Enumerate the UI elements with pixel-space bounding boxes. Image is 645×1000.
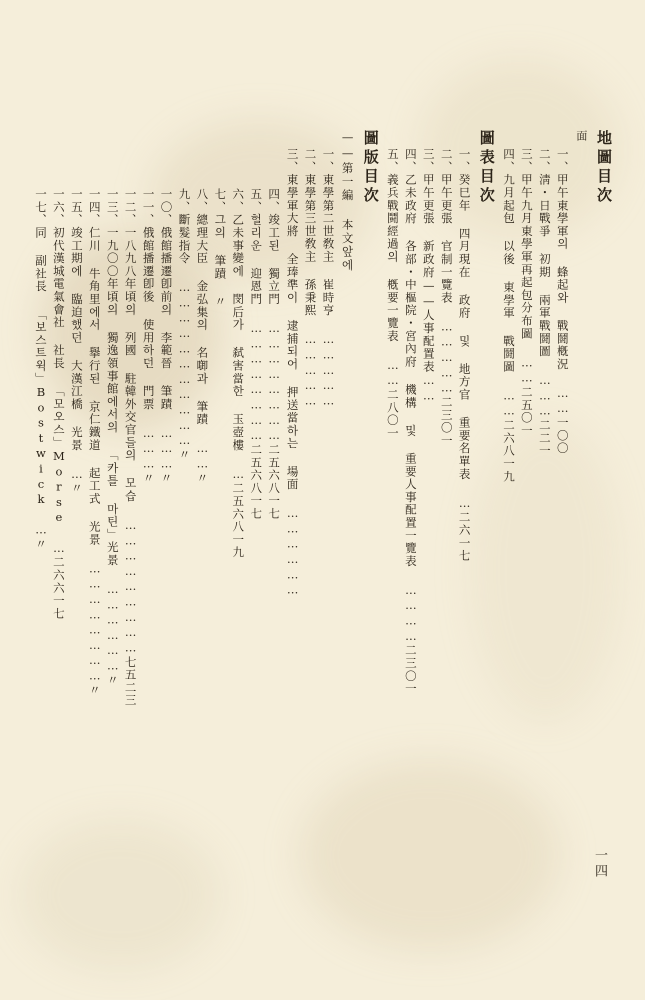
toc-entry-text: 東學軍大將 全琫準이 逮捕되어 押送當하는 場面 ……………… xyxy=(285,173,300,598)
toc-entry-text: 竣工期에 臨迫했던 大漢江橋 光景 … xyxy=(69,226,84,483)
toc-entry-num: 一、 xyxy=(321,148,336,174)
toc-entry xyxy=(159,130,174,485)
column-header-page: 面 xyxy=(574,130,588,142)
toc-entry-num: 一二、 xyxy=(123,188,138,227)
toc-entry-page: 〃 xyxy=(195,471,210,485)
toc-entry-num: 五、 xyxy=(249,188,264,214)
page-folio-number: 一四 xyxy=(592,848,607,880)
toc-entry-text: 總理大臣 金弘集의 名啣과 筆蹟 …… xyxy=(195,213,210,472)
toc-entry xyxy=(457,130,472,562)
toc-entry-text: 東學第二世敎主 崔時亨 …………… xyxy=(321,173,336,409)
toc-entry xyxy=(248,130,263,520)
toc-entry-text: 仁川 牛角里에서 擧行된 京仁鐵道 起工式 光景 …………………… xyxy=(87,226,102,684)
toc-entry-num: 一五、 xyxy=(69,188,84,227)
toc-entry xyxy=(105,130,120,687)
toc-entry xyxy=(321,130,336,409)
toc-entry-text: 甲午更張 新政府——人事配置表…… xyxy=(421,173,436,404)
toc-entry xyxy=(177,130,192,461)
toc-entry-text: 一九〇〇年頃의 獨逸領事館에서의 「카틀 마틴」光景 ……………… xyxy=(105,226,120,674)
toc-entry-num: 七、 xyxy=(213,188,228,214)
toc-entry xyxy=(51,130,66,620)
toc-entry xyxy=(87,130,102,697)
toc-entry-page: 〃 xyxy=(87,683,102,697)
toc-entry-page: 〃 xyxy=(159,471,174,485)
toc-entry-text: 俄館播遷卽後 使用하던 門票 ……… xyxy=(141,226,156,472)
toc-entry-text: 乙未事變에 閔后가 弑害當한 玉壺樓 … xyxy=(231,213,246,483)
toc-entry-num: 一六、 xyxy=(51,188,66,227)
toc-entry-num: 三、 xyxy=(421,148,436,174)
toc-entry xyxy=(385,130,400,440)
toc-entry xyxy=(266,130,281,520)
toc-entry xyxy=(69,130,84,495)
toc-entry xyxy=(421,130,436,404)
toc-entry-page: 〃 xyxy=(177,448,192,462)
toc-entry-text: 東學第三世敎主 孫秉熙 …………… xyxy=(303,173,318,409)
toc-entry-num: 一七、 xyxy=(33,188,48,227)
toc-entry-text: 淸・日戰爭 初期 兩軍戰鬪圖 ……… xyxy=(537,173,552,420)
toc-entry-text: 斷髮指令 …………………………… xyxy=(177,213,192,449)
toc-entry-page: 二五六八一七 xyxy=(249,443,264,521)
toc-entry-text: 癸巳年 四月現在 政府 및 地方官 重要名單表 … xyxy=(457,173,472,512)
toc-entry-num: 一一、 xyxy=(141,188,156,227)
toc-entry xyxy=(33,130,48,551)
toc-entry-page: 二三〇一 xyxy=(403,644,418,696)
toc-entry-page: 二五六八一九 xyxy=(231,482,246,559)
toc-entry xyxy=(555,130,570,455)
toc-entry-num: 一、 xyxy=(555,148,570,174)
toc-entry-num: 三、 xyxy=(285,148,300,174)
toc-entry-text: 一八九八年頃의 列國 駐韓外交官들의 모습 ……………………… xyxy=(123,226,138,656)
section-heading-table-index: 圖表目次 xyxy=(477,130,496,206)
toc-entry xyxy=(194,130,209,485)
toc-entry-text: 乙未政府 各部・中樞院・宮內府 機構 및 重要人事配置一覽表 ………… xyxy=(403,173,418,645)
toc-entry-text: 甲午東學軍의 蜂起와 戰鬪槪況 …… xyxy=(555,173,570,417)
toc-entry-num: 三、 xyxy=(519,148,534,174)
toc-entry-text: 甲午更張 官制一覽表 …………… xyxy=(439,173,454,396)
toc-entry-page: 〃 xyxy=(33,538,48,551)
toc-entry xyxy=(403,130,418,695)
toc-entry-page: 二五六八一七 xyxy=(267,443,282,521)
toc-entry-num: 二、 xyxy=(537,148,552,174)
toc-entry-num: 一四、 xyxy=(87,188,102,227)
plate-index-subheading: ——第一編 本文앞에 xyxy=(340,130,355,273)
toc-entry-text: 九月起包 以後 東學軍 戰鬪圖 …… xyxy=(501,173,516,420)
toc-entry-num: 八、 xyxy=(195,188,210,214)
toc-entry-page: 二二一 xyxy=(537,419,552,458)
toc-entry xyxy=(141,130,156,485)
section-heading-map-index: 地圖目次 xyxy=(595,130,613,206)
toc-entry xyxy=(537,130,552,457)
toc-entry-page: 二六六一七 xyxy=(51,556,66,621)
toc-entry-num: 四、 xyxy=(403,148,418,174)
toc-entry-page: 七五二三 xyxy=(123,655,138,707)
toc-entry-text: 義兵戰鬪經過의 槪要一覽表 …… xyxy=(385,173,400,389)
toc-entry-page: 一〇〇 xyxy=(555,416,570,455)
section-heading-plate-index: 圖版目次 xyxy=(361,130,380,206)
toc-entry xyxy=(230,130,245,559)
toc-entry-page: 二六一七 xyxy=(457,511,472,563)
toc-entry xyxy=(439,130,454,447)
toc-entry xyxy=(519,130,534,437)
toc-entry-num: 四、 xyxy=(501,148,516,174)
toc-entry-text: 俄館播遷卽前의 李範晉 筆蹟 ……… xyxy=(159,226,174,472)
toc-entry-page: 二五〇一 xyxy=(519,385,534,438)
toc-entry-num: 六、 xyxy=(231,188,246,214)
toc-entry xyxy=(212,130,227,308)
toc-entry-text: 同 副社長 「보스트윅」Bostwick … xyxy=(33,226,48,539)
toc-entry-num: 一〇、 xyxy=(159,188,174,227)
toc-entry-num: 一三、 xyxy=(105,188,120,227)
toc-entry-text: 헐리운 迎恩門 …………………… xyxy=(249,213,264,444)
toc-entry-page: 二三〇一 xyxy=(439,395,454,448)
toc-entry-text: 그의 筆蹟 xyxy=(213,213,228,296)
toc-entry-num: 二、 xyxy=(439,148,454,174)
toc-entry-num: 五、 xyxy=(385,148,400,174)
toc-entry-text: 初代漢城電氣會社 社長 「모오스」Morse … xyxy=(51,226,66,557)
toc-entry xyxy=(123,130,138,707)
toc-entry-page: 〃 xyxy=(69,482,84,495)
toc-entry xyxy=(303,130,318,409)
toc-entry-page: 〃 xyxy=(141,471,156,485)
table-of-contents xyxy=(30,130,615,940)
toc-entry-num: 一、 xyxy=(457,148,472,174)
toc-entry-page: 〃 xyxy=(213,295,228,309)
toc-entry xyxy=(501,130,516,483)
toc-entry-page: 二八〇一 xyxy=(385,388,400,440)
toc-entry-page: 二六八一九 xyxy=(501,419,516,484)
toc-entry-num: 四、 xyxy=(267,188,282,214)
toc-entry-num: 二、 xyxy=(303,148,318,174)
toc-entry-text: 甲午九月東學軍再起包分布圖 …… xyxy=(519,173,534,386)
toc-entry-text: 竣工된 獨立門 …………………… xyxy=(267,213,282,444)
toc-entry-page: 〃 xyxy=(105,673,120,687)
toc-entry-num: 九、 xyxy=(177,188,192,214)
toc-entry xyxy=(285,130,300,598)
